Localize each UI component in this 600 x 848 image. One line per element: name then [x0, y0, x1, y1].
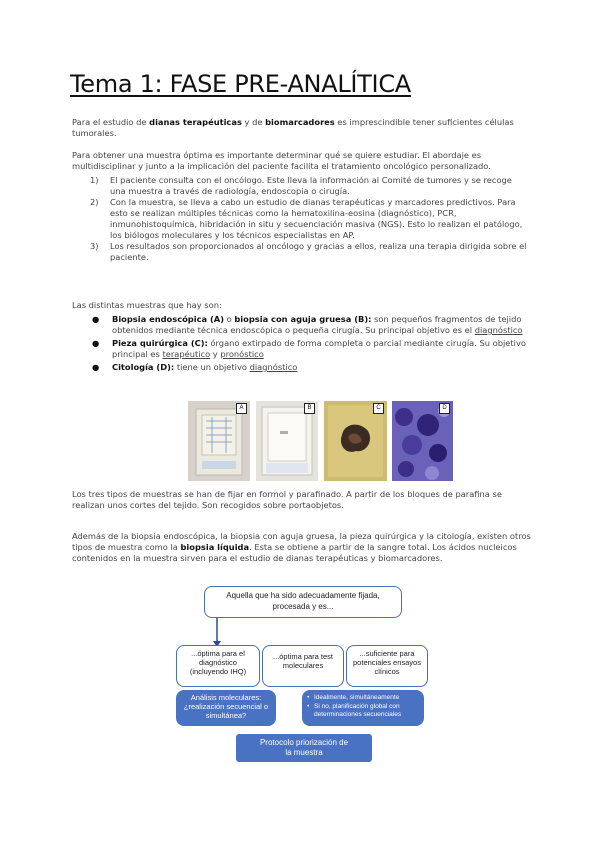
text: y de [241, 117, 266, 127]
bullet-icon: ● [92, 314, 100, 324]
list-number: 1) [90, 175, 99, 185]
text: Además de la biopsia endoscópica, la biopsia con aguja gruesa, la pieza quirúrgica y la citología, existen otros tipos de muestra como la [72, 531, 531, 552]
bold-term: Citología (D): [112, 362, 175, 372]
underlined-term: pronóstico [220, 349, 264, 359]
diagram-ideal-item [302, 690, 424, 702]
text: son pequeños fragmentos de tejido obtenidos mediante técnica endoscópica o pequeña cirugía. Su principal objetivo es el [112, 314, 522, 335]
diagram-option-molecular [262, 645, 344, 687]
diagram-top-text: Aquella que ha sido adecuadamente fijada, procesada y es... [226, 591, 380, 611]
diagram-protocol-text: Protocolo priorización de la muestra [259, 738, 349, 757]
list-number: 3) [90, 241, 99, 251]
diagram-option-text: ...óptima para test moleculares [272, 652, 334, 670]
underlined-term: diagnóstico [249, 362, 298, 372]
diagram-ideal-text: Si no, planificación global con determinaciones secuenciales [314, 703, 402, 718]
text: o [224, 314, 235, 324]
bold-term: biopsia con aguja gruesa (B): [234, 314, 372, 324]
bold-term: biopsia líquida [180, 542, 250, 552]
diagram-ideal-text: Idealmente, simultáneamente [314, 694, 400, 701]
page-title: Tema 1: FASE PRE-ANALÍTICA [70, 70, 411, 98]
list-text: El paciente consulta con el oncólogo. Este lleva la información al Comité de tumores y se recoge una muestra a través de radiología, endoscopia o cirugía. [110, 175, 512, 196]
text: tiene un objetivo [174, 362, 250, 372]
diagram-top-box [204, 586, 402, 618]
text: es imprescindible tener suficientes células tumorales. [72, 117, 514, 138]
underlined-term: terapéutico [162, 349, 211, 359]
fixation-paragraph: Los tres tipos de muestras se han de fijar en formol y parafinado. A partir de los bloques de parafina se realizan unos cortes del tejido. Son recogidos sobre portaobjetos. [72, 489, 502, 510]
image-label: C [373, 403, 384, 414]
text: órgano extirpado de forma completa o parcial mediante cirugía. Su objetivo principal es [112, 338, 526, 359]
diagram-option-trials [346, 645, 428, 687]
diagram-option-text: ...suficiente para potenciales ensayos clínicos [353, 649, 421, 676]
diagram-option-text: ...óptima para el diagnóstico (incluyendo IHQ) [189, 649, 247, 676]
bold-term: dianas terapéuticas [149, 117, 242, 127]
bold-term: Biopsia endoscópica (A) [112, 314, 224, 324]
text: Para el estudio de [72, 117, 150, 127]
underlined-term: diagnóstico [474, 325, 523, 335]
bold-term: biomarcadores [265, 117, 335, 127]
list-number: 2) [90, 197, 99, 207]
bullet-icon: • [307, 703, 310, 710]
bold-term: Pieza quirúrgica (C): [112, 338, 208, 348]
list-text: Los resultados son proporcionados al oncólogo y gracias a ellos, realiza una terapia dirigida sobre el paciente. [110, 241, 527, 262]
image-label: D [439, 403, 450, 414]
samples-intro: Las distintas muestras que hay son: [72, 300, 222, 310]
diagram-protocol-box [236, 734, 372, 762]
image-label: A [236, 403, 247, 414]
text: y [210, 349, 221, 359]
text: . Esta se obtiene a partir de la sangre total. Los ácidos nucleicos contenidos en la muestra sirven para el estudio de dianas terapéuticas y biomarcadores. [72, 542, 517, 563]
diagram-molecular-analysis-box [176, 690, 276, 726]
bullet-icon: • [307, 694, 310, 701]
diagram-option-diagnosis [176, 645, 260, 687]
diagram-molecular-text: Análisis moleculares: ¿realización secuencial o simultánea? [183, 693, 269, 720]
diagram-ideal-item [302, 702, 424, 719]
list-text: Con la muestra, se lleva a cabo un estudio de dianas terapéuticas y marcadores predictivos. Para esto se realizan múltiples técnicas como la hematoxilina-eosina (diagnóstico), PCR, inmunohistoquímica, hibridación in situ y secuenciación masiva (NGS). Esto lo realizan el patólogo, los biólogos moleculares y los técnicos especialistas en AP. [110, 197, 523, 240]
intro-paragraph-2: Para obtener una muestra óptima es importante determinar qué se quiere estudiar. El abordaje es multidisciplinar y junto a la implicación del paciente facilita el tratamiento oncológico personalizado. [72, 150, 491, 171]
image-label: B [304, 403, 315, 414]
bullet-icon: ● [92, 338, 100, 348]
diagram-ideal-box [302, 690, 424, 726]
bullet-icon: ● [92, 362, 100, 372]
